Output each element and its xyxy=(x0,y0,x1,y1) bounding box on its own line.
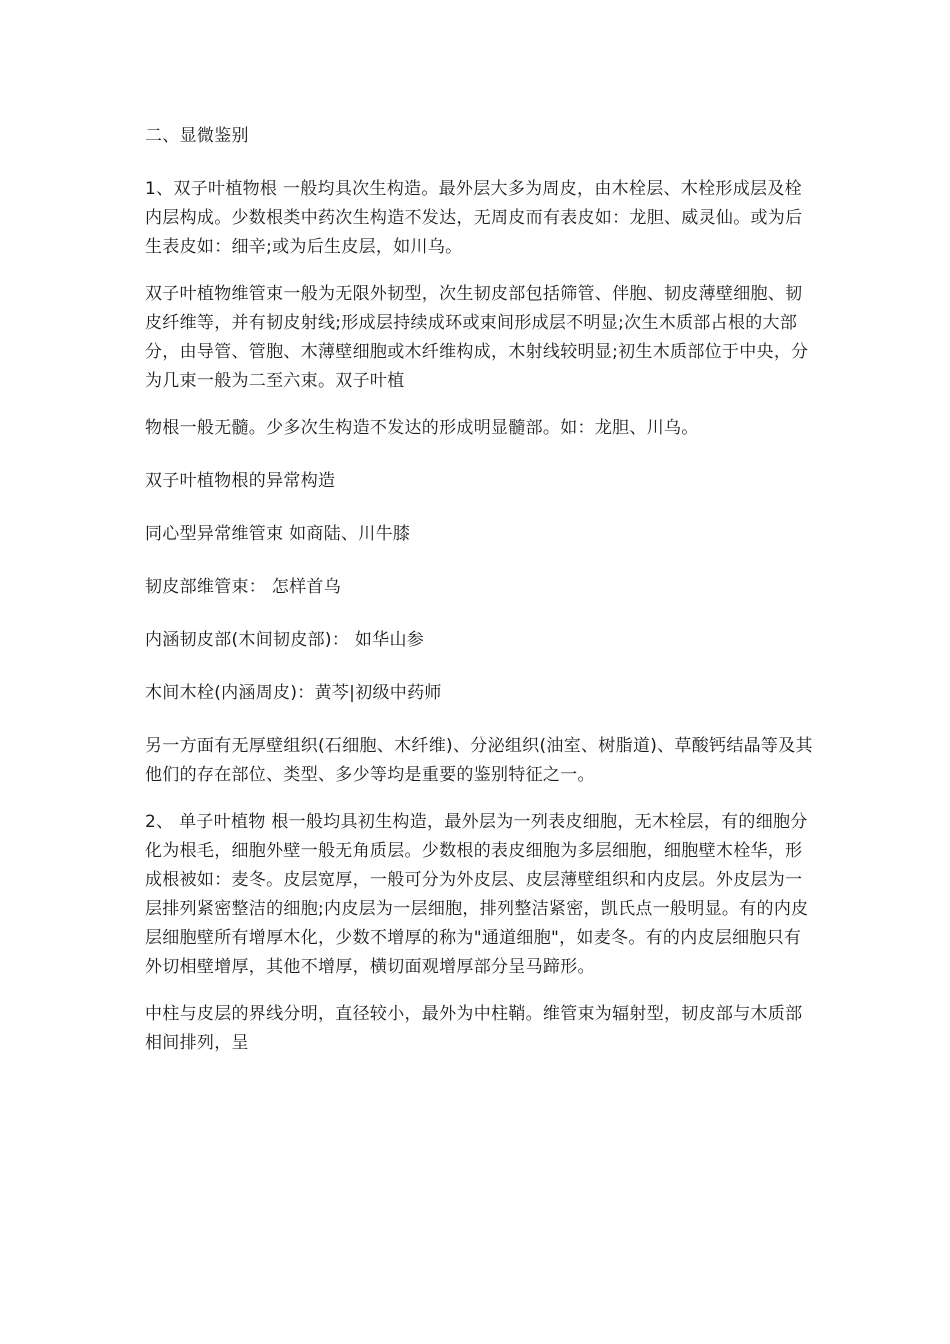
paragraph-dicot-root-structure: 1、双子叶植物根 一般均具次生构造。最外层大多为周皮，由木栓层、木栓形成层及栓内层构成。少数根类中药次生构造不发达，无周皮而有表皮如：龙胆、威灵仙。或为后生表皮如：细辛;或为后生皮层，如川乌。 xyxy=(145,179,803,257)
paragraph-included-phloem: 内涵韧皮部(木间韧皮部)： 如华山参 xyxy=(145,630,425,650)
paragraph-concentric-bundle: 同心型异常维管束 如商陆、川牛膝 xyxy=(145,524,411,544)
section-heading: 二、显微鉴别 xyxy=(145,126,249,146)
paragraph-phloem-bundle: 韧皮部维管束： 怎样首乌 xyxy=(145,577,342,597)
paragraph-stele: 中柱与皮层的界线分明，直径较小，最外为中柱鞘。维管束为辐射型，韧皮部与木质部相间排列，呈 xyxy=(145,1004,803,1053)
document-body xyxy=(145,122,815,1076)
paragraph-abnormal-structure-title: 双子叶植物根的异常构造 xyxy=(145,471,336,491)
paragraph-dicot-pith: 物根一般无髓。少多次生构造不发达的形成明显髓部。如：龙胆、川乌。 xyxy=(145,418,699,438)
paragraph-identification-features: 另一方面有无厚壁组织(石细胞、木纤维)、分泌组织(油室、树脂道)、草酸钙结晶等及其他们的存在部位、类型、多少等均是重要的鉴别特征之一。 xyxy=(145,736,813,785)
paragraph-dicot-vascular-bundle: 双子叶植物维管束一般为无限外韧型，次生韧皮部包括筛管、伴胞、韧皮薄壁细胞、韧皮纤维等，并有韧皮射线;形成层持续成环或束间形成层不明显;次生木质部占根的大部分，由导管、管胞、木薄壁细胞或木纤维构成，木射线较明显;初生木质部位于中央，分为几束一般为二至六束。双子叶植 xyxy=(145,284,809,391)
paragraph-interxylary-cork: 木间木栓(内涵周皮)：黄芩|初级中药师 xyxy=(145,683,442,703)
paragraph-monocot-root: 2、 单子叶植物 根一般均具初生构造，最外层为一列表皮细胞，无木栓层，有的细胞分化为根毛，细胞外壁一般无角质层。少数根的表皮细胞为多层细胞，细胞壁木栓华，形成根被如：麦冬。皮层宽厚，一般可分为外皮层、皮层薄壁组织和内皮层。外皮层为一层排列紧密整洁的细胞;内皮层为一层细胞，排列整洁紧密，凯氏点一般明显。有的内皮层细胞壁所有增厚木化，少数不增厚的称为"通道细胞"，如麦冬。有的内皮层细胞只有外切相壁增厚，其他不增厚，横切面观增厚部分呈马蹄形。 xyxy=(145,812,809,977)
